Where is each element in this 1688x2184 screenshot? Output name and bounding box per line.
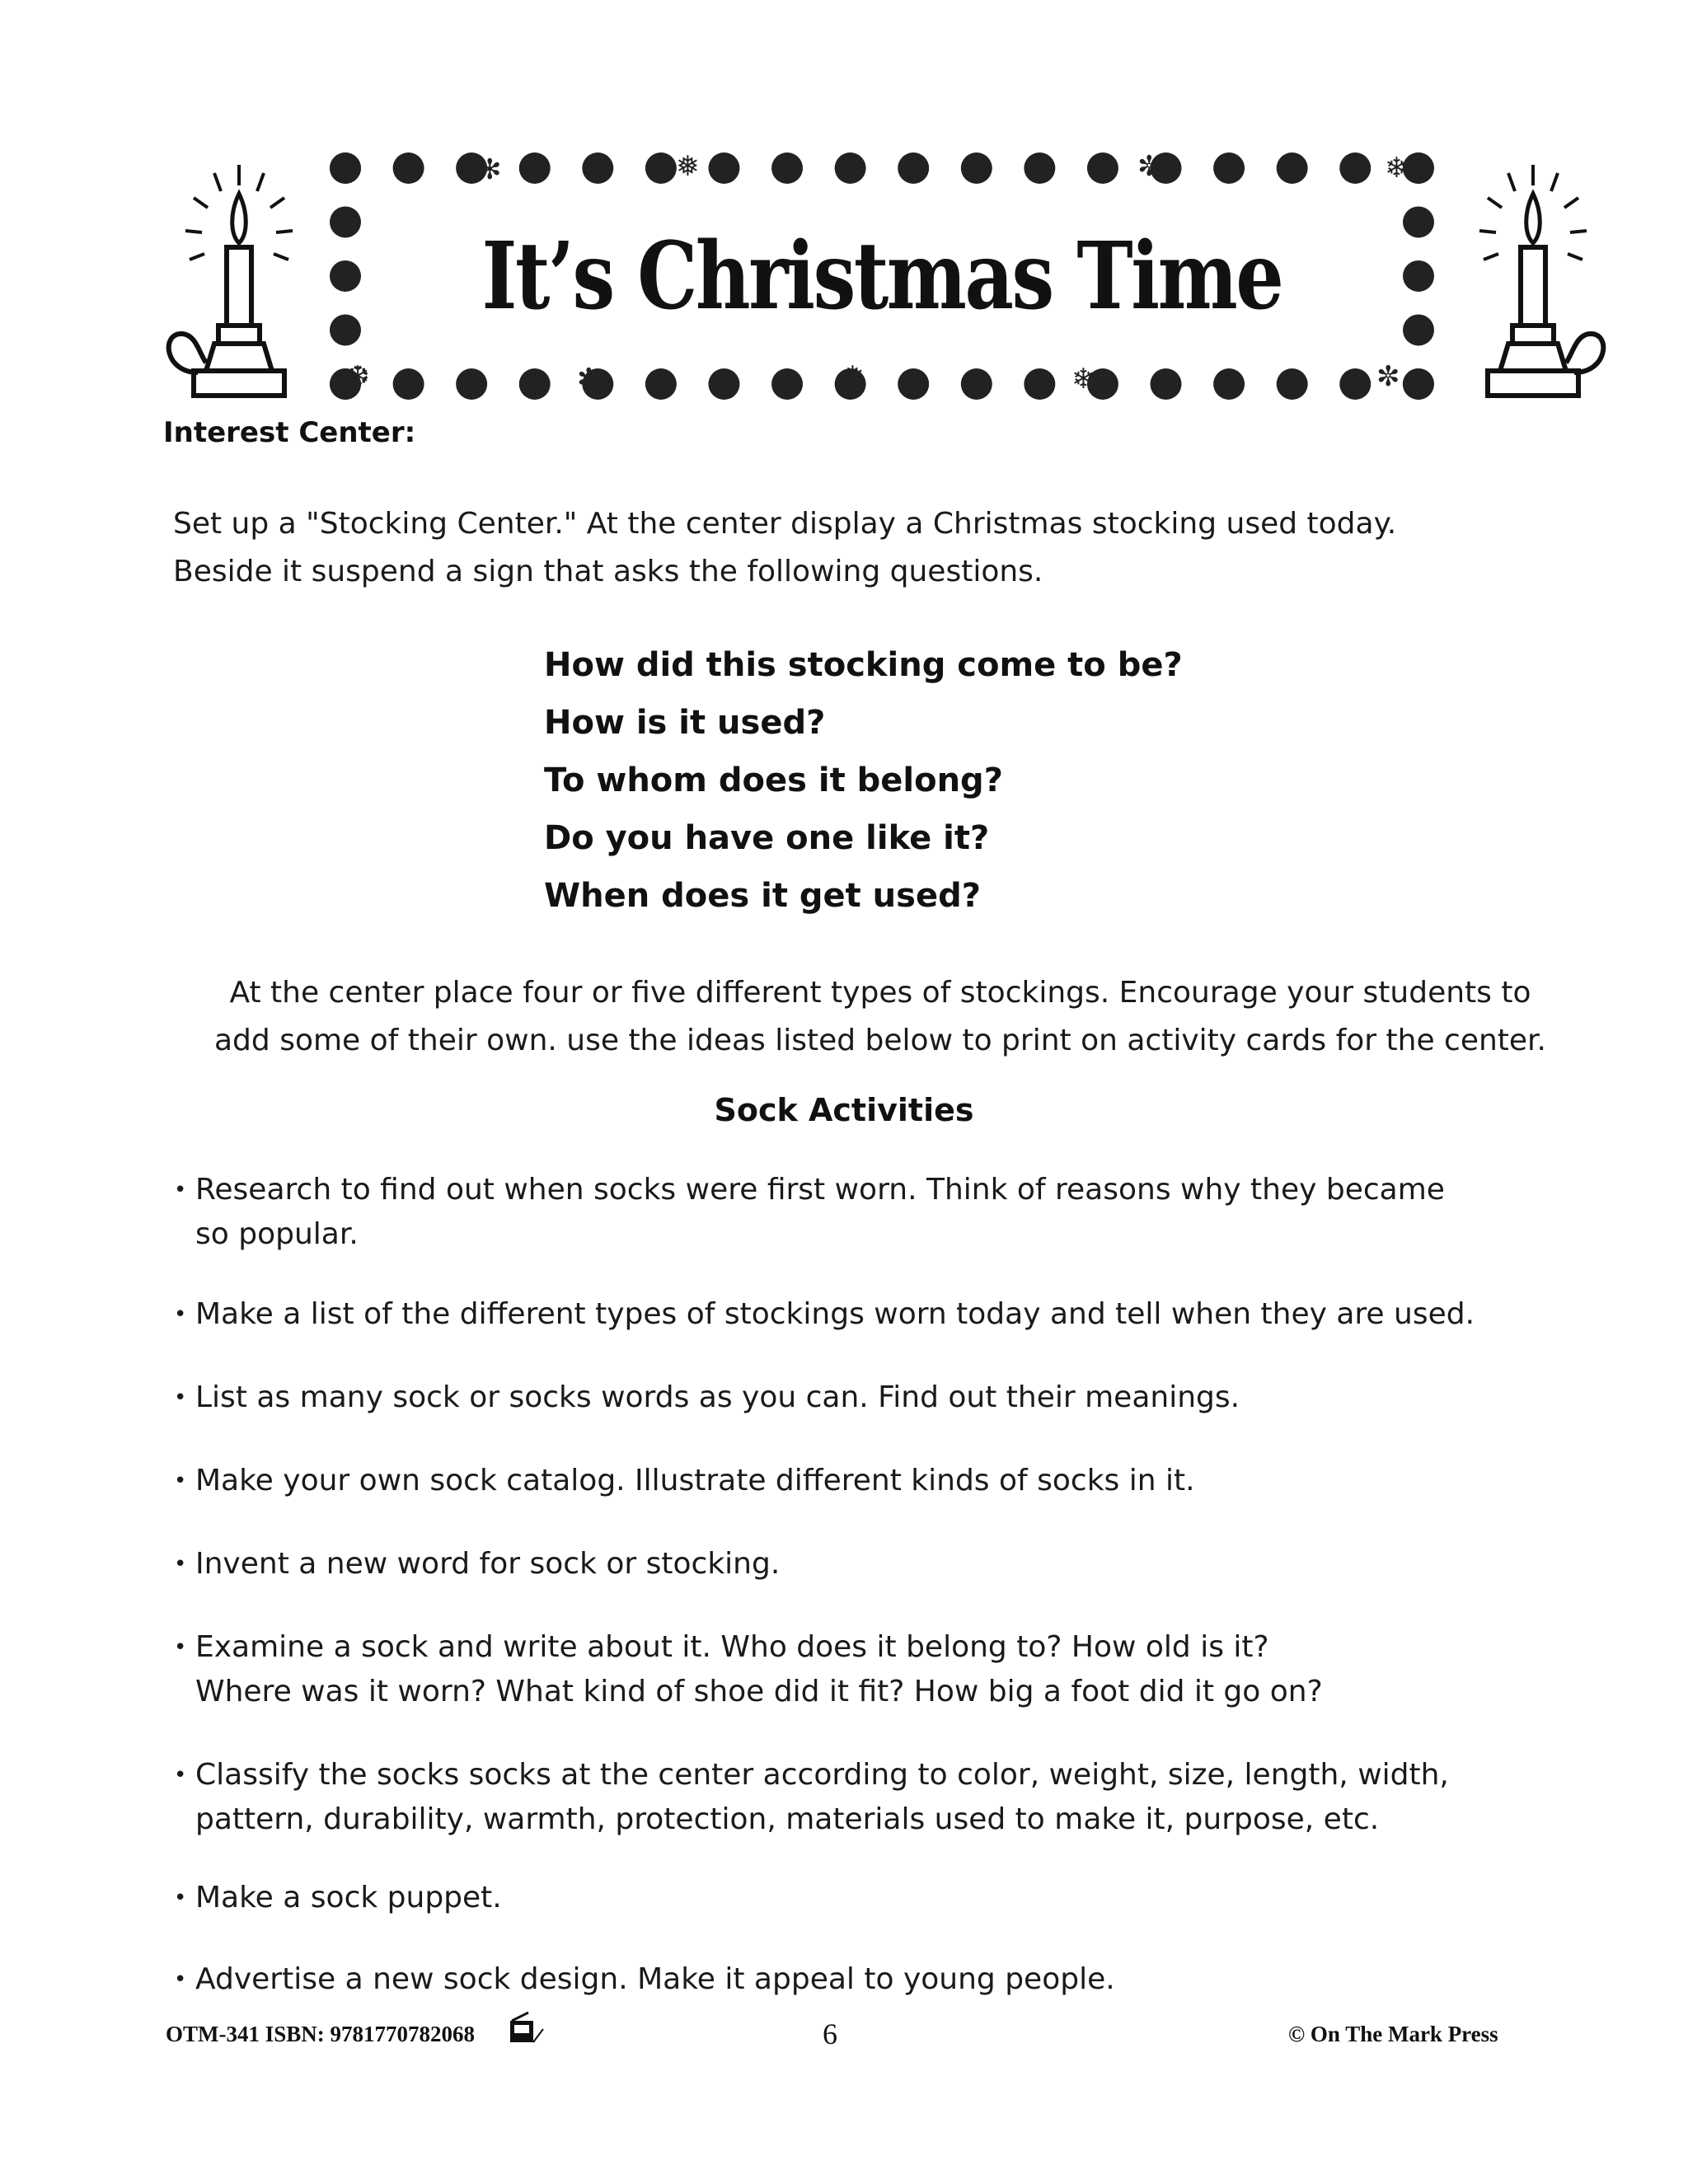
bullet-icon: • — [174, 1886, 187, 1910]
question-item: How did this stocking come to be? — [544, 646, 1183, 684]
footer-publisher: © On The Mark Press — [1288, 2022, 1498, 2046]
photocopier-icon — [509, 2011, 550, 2044]
center-paragraph — [155, 969, 1606, 1065]
interest-center-label: Interest Center: — [163, 416, 416, 449]
candle-illustration-right — [1451, 157, 1615, 404]
list-item — [169, 1876, 502, 1920]
bullet-icon: • — [174, 1552, 187, 1577]
bullet-icon: • — [174, 1635, 187, 1660]
page-title: It’s Christmas Time — [481, 222, 1282, 330]
snowflake-icon: ✼ — [1376, 360, 1400, 393]
intro-line: Set up a "Stocking Center." At the center display a Christmas stocking used today. — [173, 507, 1397, 541]
bullet-icon: • — [174, 1967, 187, 1992]
list-item — [169, 1376, 1240, 1420]
list-item-text: Classify the socks socks at the center according to color, weight, size, length, width, — [195, 1758, 1449, 1792]
snowflake-icon: ✼ — [1137, 150, 1161, 183]
list-item-text: Make your own sock catalog. Illustrate different kinds of socks in it. — [195, 1464, 1195, 1497]
question-item: To whom does it belong? — [544, 762, 1003, 799]
list-item — [169, 1168, 1445, 1257]
list-item — [169, 1542, 780, 1586]
list-item-text: Where was it worn? What kind of shoe did it fit? How big a foot did it go on? — [195, 1675, 1323, 1708]
bullet-icon: • — [174, 1469, 187, 1493]
bullet-icon: • — [174, 1302, 187, 1327]
snowflake-icon: ❄ — [1071, 363, 1095, 396]
question-list — [544, 636, 1183, 925]
snowflake-icon: ❄ — [1385, 152, 1409, 185]
snowflake-icon: ❅ — [841, 360, 865, 393]
bullet-icon: • — [174, 1385, 187, 1410]
list-item — [169, 1957, 1115, 2002]
intro-paragraph — [173, 500, 1574, 596]
list-item-text: Advertise a new sock design. Make it appeal to young people. — [195, 1962, 1115, 1996]
list-item-text: Make a sock puppet. — [195, 1881, 502, 1915]
center-line: add some of their own. use the ideas listed below to print on activity cards for the center. — [213, 1024, 1546, 1057]
list-item-text: pattern, durability, warmth, protection, materials used to make it, purpose, etc. — [195, 1802, 1380, 1836]
candle-illustration-left — [157, 157, 321, 404]
question-item: When does it get used? — [544, 877, 981, 915]
snowflake-icon: ✻ — [478, 153, 502, 186]
bullet-icon: • — [174, 1763, 187, 1788]
list-item-text: Research to find out when socks were first worn. Think of reasons why they became — [195, 1173, 1445, 1207]
page-number: 6 — [823, 2018, 837, 2050]
bullet-icon: • — [174, 1178, 187, 1202]
list-item-text: Examine a sock and write about it. Who does it belong to? How old is it? — [195, 1630, 1269, 1664]
activities-heading: Sock Activities — [714, 1092, 974, 1128]
intro-line: Beside it suspend a sign that asks the following questions. — [173, 555, 1043, 588]
question-item: Do you have one like it? — [544, 819, 990, 857]
list-item — [169, 1459, 1195, 1503]
list-item-text: so popular. — [195, 1217, 359, 1251]
snowflake-icon: ✻ — [577, 363, 601, 396]
banner-inner — [371, 202, 1393, 350]
center-line: At the center place four or five different types of stockings. Encourage your students to — [229, 976, 1531, 1010]
list-item — [169, 1292, 1475, 1337]
footer-isbn: OTM-341 ISBN: 9781770782068 — [166, 2022, 476, 2046]
list-item-text: List as many sock or socks words as you can. Find out their meanings. — [195, 1380, 1240, 1414]
list-item — [169, 1753, 1449, 1842]
list-item-text: Invent a new word for sock or stocking. — [195, 1547, 781, 1581]
question-item: How is it used? — [544, 704, 826, 742]
snowflake-icon: ❅ — [676, 150, 700, 183]
snowflake-icon: ❆ — [346, 360, 370, 393]
list-item-text: Make a list of the different types of stockings worn today and tell when they are used. — [195, 1297, 1475, 1331]
snowflake-icon: ❆ — [907, 153, 931, 186]
list-item — [169, 1625, 1323, 1714]
snowflake-icon: ❄ — [338, 150, 362, 183]
title-banner — [330, 152, 1434, 400]
